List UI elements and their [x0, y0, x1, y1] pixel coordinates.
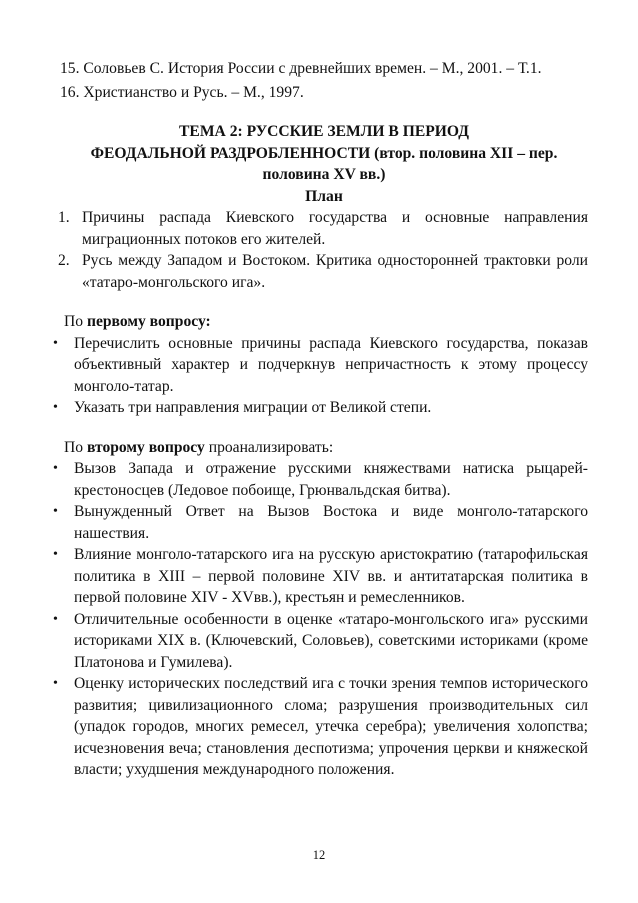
second-question-suffix: проанализировать: — [204, 438, 334, 456]
page-content — [53, 58, 588, 781]
second-question-bullet — [53, 609, 588, 674]
bullet-icon: • — [53, 676, 58, 691]
plan-item-text: Причины распада Киевского государства и основные направления миграционных потоков его жителей. — [82, 209, 588, 248]
bullet-text: Оценку исторических последствий ига с точки зрения темпов исторического развития; цивилизационного слома; разрушения производительных сил (упадок городов, многих ремесел, утечка серебра); увеличения холопства; исчезновения веча; становления деспотизма; упрочения церкви и княжеской власти; ухудшения международного положения. — [74, 675, 588, 778]
bullet-text: Влияние монголо-татарского ига на русскую аристократию (татарофильская политика в XIII – первой половине XIV вв. и антитатарская политика в первой половине XIV - XVвв.), крестьян и ремесленников. — [74, 546, 588, 606]
topic-heading — [60, 121, 588, 186]
bullet-text: Вынужденный Ответ на Вызов Востока и виде монголо-татарского нашествия. — [74, 503, 588, 542]
topic-line-2: ФЕОДАЛЬНОЙ РАЗДРОБЛЕННОСТИ (втор. половина XII – пер. — [90, 144, 558, 162]
bullet-text: Вызов Запада и отражение русскими княжествами натиска рыцарей-крестоносцев (Ледовое побоище, Грюнвальдская битва). — [74, 460, 588, 499]
second-question-bold: второму вопросу — [86, 438, 205, 456]
page-number: 12 — [312, 848, 326, 862]
reference-16: 16. Христианство и Русь. – М., 1997. — [60, 83, 304, 101]
bullet-icon: • — [53, 461, 58, 476]
bullet-text: Отличительные особенности в оценке «татаро-монгольского ига» русскими историками XIX в. (Ключевский, Соловьев), советскими историками (кроме Платонова и Гумилева). — [74, 610, 588, 671]
first-question-prefix: По — [64, 313, 87, 330]
first-question-bullet — [53, 397, 588, 419]
plan-item — [60, 250, 588, 293]
plan-item-number: 1. — [58, 209, 70, 226]
second-question-heading — [60, 437, 588, 459]
first-question-heading — [60, 311, 588, 333]
second-question-bullet — [53, 544, 588, 609]
bullet-icon: • — [53, 547, 58, 562]
plan-item-number: 2. — [58, 252, 70, 269]
first-question-bullet — [53, 333, 588, 398]
plan-heading: План — [305, 187, 343, 205]
plan-item-text: Русь между Западом и Востоком. Критика односторонней трактовки роли «татаро-монгольского ига». — [82, 252, 588, 291]
topic-line-3: половина XV вв.) — [262, 166, 386, 183]
second-question-bullet — [53, 673, 588, 781]
second-question-prefix: По — [64, 438, 87, 456]
bullet-text: Перечислить основные причины распада Киевского государства, показав объективный характер и подчеркнув непричастность к этому процессу монголо-татар. — [74, 334, 588, 395]
plan-item — [60, 207, 588, 250]
second-question-bullet — [53, 501, 588, 544]
bullet-icon: • — [53, 335, 58, 351]
topic-line-1: ТЕМА 2: РУССКИЕ ЗЕМЛИ В ПЕРИОД — [179, 123, 469, 140]
bullet-icon: • — [53, 611, 58, 627]
bullet-icon: • — [53, 400, 58, 415]
bullet-icon: • — [53, 504, 58, 519]
second-question-bullet — [53, 458, 588, 501]
first-question-bold: первому вопросу: — [86, 313, 211, 330]
bullet-text: Указать три направления миграции от Великой степи. — [74, 399, 432, 416]
reference-15: 15. Соловьев С. История России с древнейших времен. – М., 2001. – Т.1. — [60, 60, 542, 77]
